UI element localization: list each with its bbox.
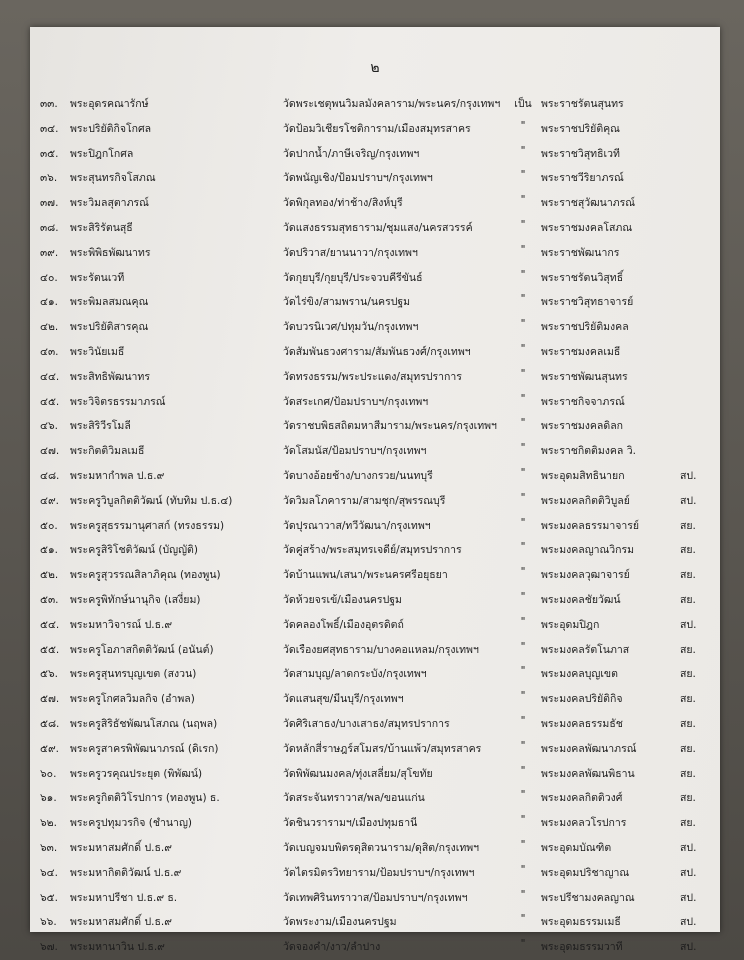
- new-title: พระมงคลกิตติวิบูลย์: [541, 494, 630, 507]
- appointment-mark: ": [520, 268, 526, 281]
- item-number: ๕๒.: [40, 569, 59, 582]
- item-number: ๖๓.: [40, 841, 58, 854]
- appointment-mark: ": [520, 888, 526, 901]
- list-item: [30, 141, 720, 166]
- new-title: พระมงคลธรรมธัช: [541, 717, 623, 730]
- monk-name: พระสิทธิพัฒนาทร: [70, 370, 150, 383]
- rank-level: สป.: [680, 841, 697, 854]
- temple-location: วัดศิริเสาธง/บางเสาธง/สมุทรปราการ: [283, 717, 450, 730]
- item-number: ๕๗.: [40, 693, 60, 706]
- new-title: พระราชสุวัฒนาภรณ์: [541, 197, 636, 210]
- item-number: ๔๔.: [40, 370, 60, 383]
- rank-level: สย.: [680, 717, 696, 730]
- appointment-mark: ": [520, 194, 526, 207]
- monk-name: พระมหาสมศักดิ์ ป.ธ.๙: [70, 916, 172, 929]
- new-title: พระมงคลธรรมาจารย์: [541, 519, 640, 532]
- monk-name: พระมหากำพล ป.ธ.๙: [70, 469, 165, 482]
- temple-location: วัดห้วยจรเข้/เมืองนครปฐม: [283, 593, 402, 606]
- new-title: พระราชมงคลเมธี: [541, 345, 621, 358]
- item-number: ๕๘.: [40, 717, 60, 730]
- temple-location: วัดทรงธรรม/พระประแดง/สมุทรปราการ: [283, 370, 462, 383]
- list-item: [30, 934, 720, 959]
- temple-location: วัดสัมพันธวงศาราม/สัมพันธวงศ์/กรุงเทพฯ: [283, 345, 471, 358]
- new-title: พระมงคลปริยัติกิจ: [541, 693, 623, 706]
- temple-location: วัดป้อมวิเชียรโชติการาม/เมืองสมุทรสาคร: [283, 122, 471, 135]
- monk-name: พระครูสุวรรณสิลาภิคุณ (ทองพูน): [70, 569, 221, 582]
- new-title: พระราชมงคลโสภณ: [541, 221, 633, 234]
- item-number: ๔๙.: [40, 494, 59, 507]
- temple-location: วัดเทพศิรินทราวาส/ป้อมปราบฯ/กรุงเทพฯ: [283, 891, 468, 904]
- new-title: พระมงคลชัยวัฒน์: [541, 593, 621, 606]
- monk-name: พระครูสาครพิพัฒนาภรณ์ (ดิเรก): [70, 742, 219, 755]
- appointment-mark: ": [520, 838, 526, 851]
- item-number: ๖๖.: [40, 916, 57, 929]
- list-item: [30, 463, 720, 488]
- item-number: ๔๘.: [40, 469, 60, 482]
- list-item: [30, 289, 720, 314]
- appointment-mark: ": [520, 665, 526, 678]
- list-item: [30, 785, 720, 810]
- new-title: พระมงคลญาณวิกรม: [541, 544, 635, 557]
- appointment-mark: ": [520, 938, 526, 951]
- item-number: ๖๒.: [40, 817, 57, 830]
- appointment-mark: ": [520, 913, 526, 926]
- item-number: ๔๐.: [40, 271, 58, 284]
- item-number: ๓๙.: [40, 246, 59, 259]
- new-title: พระราชวีริยาภรณ์: [541, 172, 624, 185]
- list-item: [30, 661, 720, 686]
- rank-level: สย.: [680, 742, 696, 755]
- temple-location: วัดพระงาม/เมืองนครปฐม: [283, 916, 397, 929]
- new-title: พระมงคลพัฒนพิธาน: [541, 767, 635, 780]
- page-number: ๒: [370, 60, 380, 76]
- monk-name: พระวินัยเมธี: [70, 345, 125, 358]
- list-item: [30, 587, 720, 612]
- appointment-mark: ": [520, 814, 526, 827]
- appointment-mark: ": [520, 690, 526, 703]
- monk-name: พระมหาปรีชา ป.ธ.๙ ธ.: [70, 891, 178, 904]
- appointment-mark: ": [520, 243, 526, 256]
- item-number: ๔๒.: [40, 321, 59, 334]
- item-number: ๖๑.: [40, 792, 57, 805]
- list-item: [30, 637, 720, 662]
- new-title: พระอุดมปริชาญาณ: [541, 866, 630, 879]
- item-number: ๕๖.: [40, 668, 58, 681]
- temple-location: วัดชินวรารามฯ/เมืองปทุมธานี: [283, 817, 418, 830]
- item-number: ๓๗.: [40, 197, 59, 210]
- temple-location: วัดคู่สร้าง/พระสมุทรเจดีย์/สมุทรปราการ: [283, 544, 462, 557]
- item-number: ๔๕.: [40, 395, 60, 408]
- monk-name: พระครูกิตติวิโรปการ (ทองพูน) ธ.: [70, 792, 220, 805]
- appointment-mark: ": [520, 392, 526, 405]
- monk-name: พระปริยัติสารคุณ: [70, 321, 149, 334]
- item-number: ๓๔.: [40, 122, 59, 135]
- temple-location: วัดโสมนัส/ป้อมปราบฯ/กรุงเทพฯ: [283, 445, 427, 458]
- temple-location: วัดเรืองยศสุทธาราม/บางคอแหลม/กรุงเทพฯ: [283, 643, 479, 656]
- monk-name: พระครูปทุมวรกิจ (ชำนาญ): [70, 817, 192, 830]
- rank-level: สป.: [680, 618, 697, 631]
- rank-level: สย.: [680, 668, 696, 681]
- list-item: [30, 389, 720, 414]
- list-item: [30, 314, 720, 339]
- monk-name: พระครูสิริโชติวัฒน์ (บัญญัติ): [70, 544, 198, 557]
- appointment-mark: ": [520, 169, 526, 182]
- temple-location: วัดกุยบุรี/กุยบุรี/ประจวบคีรีขันธ์: [283, 271, 423, 284]
- appointment-mark: ": [520, 714, 526, 727]
- temple-location: วัดไร่ขิง/สามพราน/นครปฐม: [283, 296, 411, 309]
- new-title: พระมงคลวโรปการ: [541, 817, 627, 830]
- list-item: [30, 488, 720, 513]
- list-item: [30, 810, 720, 835]
- rank-level: สย.: [680, 643, 696, 656]
- new-title: พระมงคลวุฒาจารย์: [541, 569, 630, 582]
- temple-location: วัดคลองโพธิ์/เมืองอุตรดิตถ์: [283, 618, 404, 631]
- monk-name: พระปริยัติกิจโกศล: [70, 122, 152, 135]
- list-item: [30, 91, 720, 116]
- temple-location: วัดราชบพิธสถิตมหาสีมาราม/พระนคร/กรุงเทพฯ: [283, 420, 497, 433]
- item-number: ๕๕.: [40, 643, 60, 656]
- temple-location: วัดสระจันทราวาส/พล/ขอนแก่น: [283, 792, 425, 805]
- list-item: [30, 835, 720, 860]
- temple-location: วัดสระเกศ/ป้อมปราบฯ/กรุงเทพฯ: [283, 395, 429, 408]
- monk-name: พระมหานาวิน ป.ธ.๙: [70, 941, 165, 954]
- item-number: ๕๔.: [40, 618, 60, 631]
- rank-level: สย.: [680, 544, 696, 557]
- list-item: [30, 165, 720, 190]
- temple-location: วัดปุรณาวาส/ทวีวัฒนา/กรุงเทพฯ: [283, 519, 431, 532]
- monk-name: พระพิมลสมณคุณ: [70, 296, 149, 309]
- item-number: ๓๓.: [40, 98, 58, 110]
- temple-location: วัดพนัญเชิง/ป้อมปราบฯ/กรุงเทพฯ: [283, 172, 433, 185]
- appointment-mark: ": [520, 739, 526, 752]
- temple-location: วัดบวรนิเวศ/ปทุมวัน/กรุงเทพฯ: [283, 321, 419, 334]
- new-title: พระอุดมธรรมวาที: [541, 941, 623, 954]
- appointment-mark: ": [520, 764, 526, 777]
- new-title: พระมงคลบุญเขต: [541, 668, 618, 681]
- new-title: พระราชพัฒนากร: [541, 246, 620, 259]
- item-number: ๓๖.: [40, 172, 58, 185]
- item-number: ๔๑.: [40, 296, 58, 309]
- temple-location: วัดแสงธรรมสุทธาราม/ชุมแสง/นครสวรรค์: [283, 221, 473, 234]
- temple-location: วัดเบญจมบพิตรดุสิตวนาราม/ดุสิต/กรุงเทพฯ: [283, 841, 480, 854]
- temple-location: วัดจองคำ/งาว/ลำปาง: [283, 941, 381, 954]
- new-title: พระอุดมบัณฑิต: [541, 841, 612, 854]
- item-number: ๕๐.: [40, 519, 58, 532]
- appointment-mark: ": [520, 144, 526, 157]
- rank-level: สย.: [680, 792, 696, 805]
- appointment-mark: ": [520, 516, 526, 529]
- new-title: พระราชรัตนสุนทร: [541, 98, 624, 110]
- list-item: [30, 686, 720, 711]
- item-number: ๖๕.: [40, 891, 58, 904]
- monk-name: พระมหาวิจารณ์ ป.ธ.๙: [70, 618, 173, 631]
- appointment-mark: ": [520, 615, 526, 628]
- appointment-mark: ": [520, 367, 526, 380]
- temple-location: วัดวิมลโภคาราม/สามชุก/สุพรรณบุรี: [283, 494, 446, 507]
- new-title: พระราชวิสุทธิเวที: [541, 147, 620, 160]
- item-number: ๔๖.: [40, 420, 58, 433]
- rank-level: สป.: [680, 469, 697, 482]
- temple-location: วัดสามบุญ/ลาดกระบัง/กรุงเทพฯ: [283, 668, 427, 681]
- item-number: ๖๗.: [40, 941, 58, 954]
- monk-name: พระมหาสมศักดิ์ ป.ธ.๙: [70, 841, 172, 854]
- rank-level: สย.: [680, 693, 696, 706]
- appointment-mark: ": [520, 566, 526, 579]
- item-number: ๓๘.: [40, 221, 59, 234]
- appointment-mark: ": [520, 789, 526, 802]
- new-title: พระมงคลรัตโนภาส: [541, 643, 630, 656]
- list-item: [30, 116, 720, 141]
- monk-name: พระรัตนเวที: [70, 271, 125, 284]
- monk-name: พระครูวรคุณประยุต (พิพัฒน์): [70, 767, 203, 780]
- monk-name: พระครูสุนทรบุญเขต (สงวน): [70, 668, 197, 681]
- rank-level: สป.: [680, 941, 697, 954]
- list-item: [30, 885, 720, 910]
- new-title: พระราชรัตนวิสุทธิ์: [541, 271, 624, 284]
- monk-name: พระวิมลสุตาภรณ์: [70, 197, 149, 210]
- item-number: ๓๕.: [40, 147, 59, 160]
- appointment-list: [30, 91, 720, 959]
- new-title: พระราชปริยัติมงคล: [541, 321, 629, 334]
- list-item: [30, 215, 720, 240]
- monk-name: พระสิริวีรโมลี: [70, 420, 131, 433]
- monk-name: พระครูโกศลวิมลกิจ (อำพล): [70, 693, 195, 706]
- list-item: [30, 438, 720, 463]
- new-title: พระราชปริยัติคุณ: [541, 122, 620, 135]
- appointment-mark: ": [520, 218, 526, 231]
- temple-location: วัดพิพัฒนมงคล/ทุ่งเสลี่ยม/สุโขทัย: [283, 767, 433, 780]
- new-title: พระมงคลกิตติวงศ์: [541, 792, 623, 805]
- appointment-mark: ": [520, 466, 526, 479]
- temple-location: วัดแสนสุข/มีนบุรี/กรุงเทพฯ: [283, 693, 404, 706]
- new-title: พระมงคลพัฒนาภรณ์: [541, 742, 637, 755]
- rank-level: สป.: [680, 494, 697, 507]
- new-title: พระราชมงคลดิลก: [541, 420, 623, 433]
- item-number: ๕๓.: [40, 593, 59, 606]
- new-title: พระราชวิสุทธาจารย์: [541, 296, 634, 309]
- monk-name: พระสิริรัตนสุธี: [70, 221, 133, 234]
- new-title: พระราชกิจจาภรณ์: [541, 395, 625, 408]
- rank-level: สย.: [680, 817, 696, 830]
- item-number: ๔๓.: [40, 345, 59, 358]
- temple-location: วัดพระเชตุพนวิมลมังคลาราม/พระนคร/กรุงเทพฯ: [283, 98, 501, 110]
- new-title: พระปรีชามงคลญาณ: [541, 891, 635, 904]
- list-item: [30, 240, 720, 265]
- appointment-mark: ": [520, 119, 526, 132]
- temple-location: วัดพิกุลทอง/ท่าช้าง/สิงห์บุรี: [283, 197, 403, 210]
- appointment-mark: ": [520, 541, 526, 554]
- list-item: [30, 711, 720, 736]
- monk-name: พระปิฎกโกศล: [70, 147, 134, 160]
- document-page: [30, 27, 720, 954]
- appointment-mark: ": [520, 318, 526, 331]
- list-item: [30, 860, 720, 885]
- list-item: [30, 190, 720, 215]
- list-item: [30, 364, 720, 389]
- rank-level: สย.: [680, 569, 696, 582]
- item-number: ๖๔.: [40, 866, 58, 879]
- appointment-mark: ": [520, 863, 526, 876]
- monk-name: พระครูวิบูลกิตติวัฒน์ (ทับทิม ป.ธ.๔): [70, 494, 233, 507]
- monk-name: พระกิตติวิมลเมธี: [70, 445, 145, 458]
- list-item: [30, 562, 720, 587]
- monk-name: พระครูพิทักษ์นานุกิจ (เสงี่ยม): [70, 593, 201, 606]
- item-number: ๕๙.: [40, 742, 59, 755]
- appointment-mark: ": [520, 590, 526, 603]
- temple-location: วัดปากน้ำ/ภาษีเจริญ/กรุงเทพฯ: [283, 147, 420, 160]
- rank-level: สป.: [680, 891, 697, 904]
- monk-name: พระสุนทรกิจโสภณ: [70, 172, 156, 185]
- list-item: [30, 537, 720, 562]
- list-item: [30, 339, 720, 364]
- list-item: [30, 909, 720, 934]
- appointment-mark: ": [520, 640, 526, 653]
- new-title: พระอุดมสิทธินายก: [541, 469, 625, 482]
- appointment-mark: ": [520, 417, 526, 430]
- rank-level: สย.: [680, 767, 696, 780]
- appointment-mark: ": [520, 293, 526, 306]
- temple-location: วัดบางอ้อยช้าง/บางกรวย/นนทบุรี: [283, 469, 433, 482]
- monk-name: พระอุดรคณารักษ์: [70, 98, 149, 110]
- temple-location: วัดไตรมิตรวิทยาราม/ป้อมปราบฯ/กรุงเทพฯ: [283, 866, 475, 879]
- rank-level: สป.: [680, 866, 697, 879]
- temple-location: วัดหลักสี่ราษฎร์สโมสร/บ้านแพ้ว/สมุทรสาคร: [283, 742, 482, 755]
- temple-location: วัดปริวาส/ยานนาวา/กรุงเทพฯ: [283, 246, 418, 259]
- list-item: [30, 612, 720, 637]
- monk-name: พระครูโอภาสกิตติวัฒน์ (อนันต์): [70, 643, 214, 656]
- monk-name: พระพิพิธพัฒนาทร: [70, 246, 151, 259]
- temple-location: วัดบ้านแพน/เสนา/พระนครศรีอยุธยา: [283, 569, 448, 582]
- monk-name: พระครูสิริธัชพัฒนโสภณ (นฤพล): [70, 717, 218, 730]
- monk-name: พระครูสุธรรมานุศาสก์ (ทรงธรรม): [70, 519, 225, 532]
- item-number: ๕๑.: [40, 544, 58, 557]
- list-item: [30, 513, 720, 538]
- list-item: [30, 413, 720, 438]
- appointment-mark: เป็น: [514, 98, 532, 110]
- appointment-mark: ": [520, 442, 526, 455]
- new-title: พระราชกิตติมงคล วิ.: [541, 445, 636, 458]
- list-item: [30, 761, 720, 786]
- rank-level: สย.: [680, 519, 696, 532]
- rank-level: สย.: [680, 593, 696, 606]
- monk-name: พระมหากิตติวัฒน์ ป.ธ.๙: [70, 866, 182, 879]
- new-title: พระอุดมปิฎก: [541, 618, 600, 631]
- new-title: พระราชพัฒนสุนทร: [541, 370, 628, 383]
- item-number: ๔๗.: [40, 445, 60, 458]
- list-item: [30, 265, 720, 290]
- item-number: ๖๐.: [40, 767, 57, 780]
- appointment-mark: ": [520, 342, 526, 355]
- new-title: พระอุดมธรรมเมธี: [541, 916, 621, 929]
- monk-name: พระวิจิตรธรรมาภรณ์: [70, 395, 166, 408]
- list-item: [30, 736, 720, 761]
- rank-level: สป.: [680, 916, 697, 929]
- appointment-mark: ": [520, 491, 526, 504]
